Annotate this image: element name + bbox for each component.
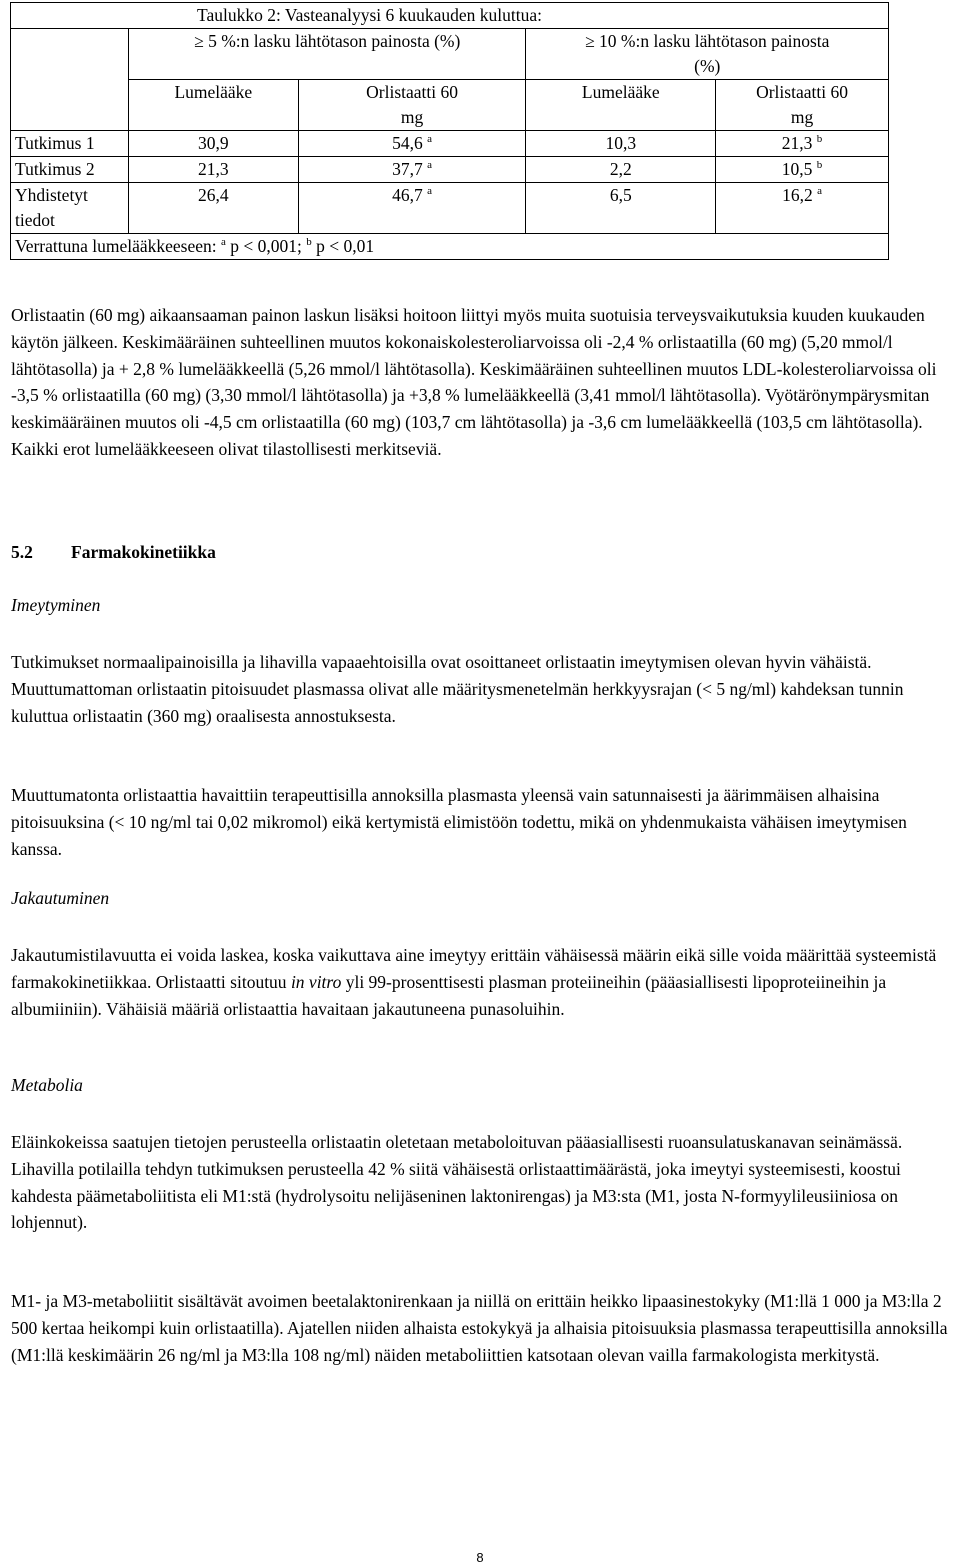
subheading-absorption: Imeytyminen <box>11 595 101 615</box>
table-row <box>11 131 889 157</box>
section-title: Farmakokinetiikka <box>71 542 216 562</box>
cell-value: 21,3 <box>128 157 298 183</box>
cell-value: 10,3 <box>526 131 716 157</box>
page-number: 8 <box>476 1550 484 1565</box>
group-header-10pct: ≥ 10 %:n lasku lähtötason painosta (%) <box>526 29 889 80</box>
col-header-placebo: Lumelääke <box>128 80 298 131</box>
col-header-orlistat: Orlistaatti 60 mg <box>298 80 526 131</box>
paragraph-absorption-2: Muuttumatonta orlistaattia havaittiin terapeuttisilla annoksilla plasmasta yleensä vain satunnaisesti ja äärimmäisen alhaisina pitoisuuksina (< 10 ng/ml tai 0,02 mikromol) eikä kertymistä elimistöön todettu, mikä on yhdenmukaista vähäisen imeytymisen kanssa. <box>11 785 907 859</box>
section-heading <box>11 542 216 563</box>
table-corner-cell <box>11 80 129 131</box>
group-header-5pct: ≥ 5 %:n lasku lähtötason painosta (%) <box>128 29 526 80</box>
cell-value: 21,3 $^b$ <box>716 131 889 157</box>
cell-value: 26,4 <box>128 183 298 234</box>
cell-value: 16,2 $^a$ <box>716 183 889 234</box>
cell-value: 30,9 <box>128 131 298 157</box>
cell-value: 2,2 <box>526 157 716 183</box>
cell-value: 37,7 $^a$ <box>298 157 526 183</box>
table-corner-cell <box>11 29 129 80</box>
paragraph-metabolism-1: Eläinkokeissa saatujen tietojen perusteella orlistaatin oletetaan metaboloituvan pääasiallisesti ruoansulatuskanavan seinämässä. Lihavilla potilailla tehdyn tutkimuksen perusteella 42 % siitä vähäisestä orlistaattimäärästä, joka imeytyi systeemisesti, koostui kahdesta päämetaboliitista eli M1:stä (hydrolysoitu nelijäseninen laktonirengas) ja M3:sta (M1, josta N-formyylileusiiniosa on lohjennut). <box>11 1132 903 1233</box>
table-title: Taulukko 2: Vasteanalyysi 6 kuukauden kuluttua: <box>11 3 889 29</box>
subheading-metabolism: Metabolia <box>11 1075 83 1095</box>
table-footnote: Verrattuna lumelääkkeeseen: $^a$ p < 0,001; $^b$ p < 0,01 <box>11 234 889 260</box>
subheading-distribution: Jakautuminen <box>11 888 110 908</box>
paragraph-metabolism-2: M1- ja M3-metaboliitit sisältävät avoimen beetalaktonirenkaan ja niillä on erittäin heikko lipaasinestokyky (M1:llä 1 000 ja M3:lla 2 500 kertaa heikompi kuin orlistaatilla). Ajatellen niiden alhaista estokykyä ja alhaisia pitoisuuksia plasmassa terapeuttisilla annoksilla (M1:llä keskimäärin 26 ng/ml ja M3:lla 108 ng/ml) näiden metaboliittien katsotaan olevan vailla farmakologista merkitystä. <box>11 1291 948 1365</box>
row-label: Tutkimus 1 <box>11 131 129 157</box>
row-label: Yhdistetyt tiedot <box>11 183 129 234</box>
table-row <box>11 157 889 183</box>
paragraph-distribution: Jakautumistilavuutta ei voida laskea, koska vaikuttava aine imeytyy erittäin vähäisessä määrin eikä sille voida määrittää systeemistä farmakokinetiikkaa. Orlistaatti sitoutuu in vitro yli 99-prosenttisesti plasman proteiineihin (pääasiallisesti lipoproteiineihin ja albumiiniin). Vähäisiä määriä orlistaattia havaitaan jakautuneena punasoluihin. <box>11 945 937 1019</box>
cell-value: 46,7 $^a$ <box>298 183 526 234</box>
cell-value: 54,6 $^a$ <box>298 131 526 157</box>
col-header-placebo: Lumelääke <box>526 80 716 131</box>
table-row <box>11 183 889 234</box>
paragraph-absorption-1: Tutkimukset normaalipainoisilla ja lihavilla vapaaehtoisilla ovat osoittaneet orlistaatin imeytymisen olevan hyvin vähäistä. Muuttumattoman orlistaatin pitoisuudet plasmassa olivat alle määritysmenetelmän herkkyysrajan (< 5 ng/ml) kahdeksan tunnin kuluttua orlistaatin (360 mg) oraalisesta annostuksesta. <box>11 652 904 726</box>
response-analysis-table <box>10 2 889 260</box>
col-header-orlistat: Orlistaatti 60 mg <box>716 80 889 131</box>
section-number: 5.2 <box>11 542 33 562</box>
cell-value: 10,5 $^b$ <box>716 157 889 183</box>
row-label: Tutkimus 2 <box>11 157 129 183</box>
cell-value: 6,5 <box>526 183 716 234</box>
paragraph-health-effects: Orlistaatin (60 mg) aikaansaaman painon laskun lisäksi hoitoon liittyi myös muita suotuisia terveysvaikutuksia kuuden kuukauden käytön jälkeen. Keskimääräinen suhteellinen muutos kokonaiskolesteroliarvoissa oli -2,4 % orlistaatilla (60 mg) (5,20 mmol/l lähtötasolla) ja + 2,8 % lumelääkkeellä (5,26 mmol/l lähtötasolla). Keskimääräinen suhteellinen muutos LDL-kolesteroliarvoissa oli -3,5 % orlistaatilla (60 mg) (3,30 mmol/l lähtötasolla) ja +3,8 % lumelääkkeellä (3,41 mmol/l lähtötasolla). Vyötärönympärysmitan keskimääräinen muutos oli -4,5 cm orlistaatilla (60 mg) (103,7 cm lähtötasolla) ja -3,6 cm lumelääkkeellä (103,5 cm lähtötasolla). Kaikki erot lumelääkkeeseen olivat tilastollisesti merkitseviä. <box>11 305 937 459</box>
